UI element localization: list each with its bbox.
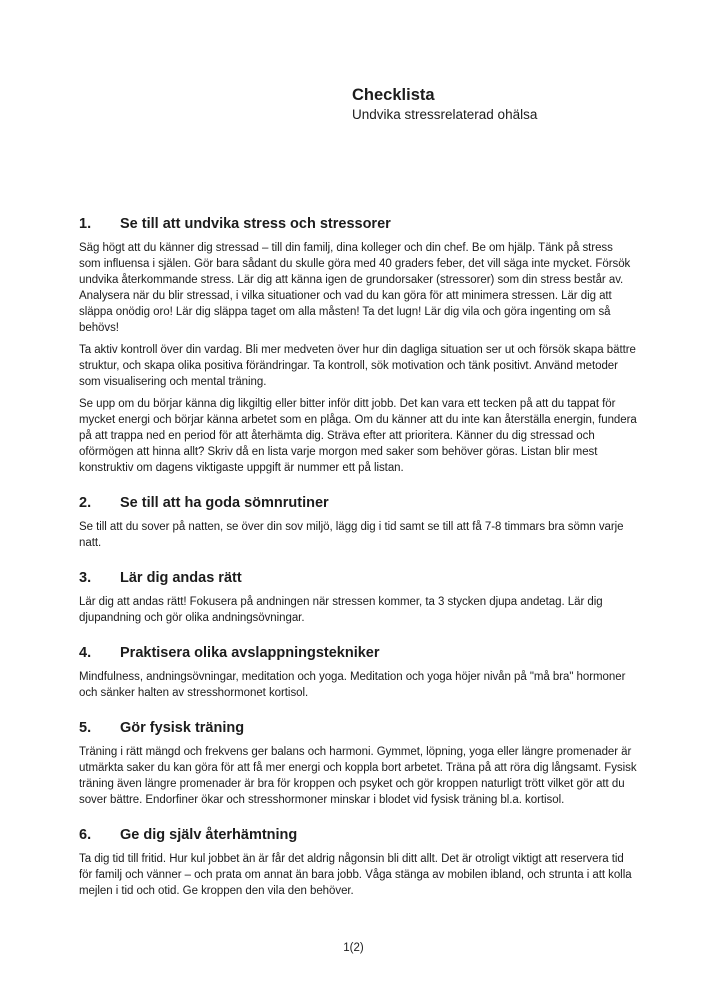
section-heading xyxy=(79,720,637,737)
section-heading xyxy=(79,645,637,662)
section-heading-text: Ge dig själv återhämtning xyxy=(120,827,298,843)
section-number: 2. xyxy=(79,495,92,511)
checklist-section xyxy=(79,720,637,808)
section-heading-text: Se till att ha goda sömnrutiner xyxy=(120,495,329,511)
checklist-section xyxy=(79,570,637,626)
title-block xyxy=(352,85,537,123)
paragraph: Lär dig att andas rätt! Fokusera på andningen när stressen kommer, ta 3 stycken djupa andetag. Lär dig djupandning och gör olika andningsövningar. xyxy=(79,596,603,624)
paragraph: Ta aktiv kontroll över din vardag. Bli mer medveten över hur din dagliga situation ser ut och försök skapa bättre struktur, och skapa olika positiva förändringar. Ta kontroll, sök motivation och tänk positivt. Använd metoder som visualisering och mental träning. xyxy=(79,344,636,388)
page-number: 1(2) xyxy=(343,942,364,954)
section-heading-text: Gör fysisk träning xyxy=(120,720,245,736)
paragraph: Mindfulness, andningsövningar, meditation och yoga. Meditation och yoga höjer nivån på "må bra" hormoner och sänker halten av stresshormonet kortisol. xyxy=(79,671,626,699)
section-heading xyxy=(79,827,637,844)
section-number: 4. xyxy=(79,645,92,661)
checklist-section xyxy=(79,645,637,701)
checklist-section xyxy=(79,216,637,476)
checklist-section xyxy=(79,827,637,899)
section-heading-text: Se till att undvika stress och stressorer xyxy=(120,216,391,232)
section-heading-text: Praktisera olika avslappningstekniker xyxy=(120,645,380,661)
page-subtitle: Undvika stressrelaterad ohälsa xyxy=(352,107,538,122)
section-number: 6. xyxy=(79,827,92,843)
section-paragraphs xyxy=(79,594,637,626)
section-number: 5. xyxy=(79,720,92,736)
paragraph: Ta dig tid till fritid. Hur kul jobbet än är får det aldrig någonsin bli ditt allt. Det är otroligt viktigt att reservera tid för familj och vänner – och prata om annat än bara jobb. Våga stänga av mobilen ibland, och strunta i att kolla mejlen i tid och otid. Ge kroppen den vila den behöver. xyxy=(79,853,632,897)
section-heading xyxy=(79,216,637,233)
section-paragraphs xyxy=(79,519,637,551)
paragraph: Se upp om du börjar känna dig likgiltig eller bitter inför ditt jobb. Det kan vara ett tecken på att du tappat för mycket energi och börjar känna arbetet som en plåga. Om du känner att du inte kan återställa energin, fundera på att trappa ned en period för att återhämta dig. Sträva efter att prioritera. Känner du dig stressad och oförmögen att hinna allt? Skriv då en lista varje morgon med saker som behöver göras. Listan blir mest konstruktiv om dagens viktigaste uppgift är nummer ett på listan. xyxy=(79,398,637,474)
section-heading xyxy=(79,495,637,512)
section-paragraphs xyxy=(79,744,637,808)
paragraph: Säg högt att du känner dig stressad – till din familj, dina kolleger och din chef. Be om hjälp. Tänk på stress som influensa i själen. Gör bara sådant du skulle göra med 40 graders feber, det vill säga inte mycket. Försök undvika återkommande stress. Lär dig att känna igen de grundorsaker (stressorer) som din stress består av. Analysera när du blir stressad, i vilka situationer och vad du kan göra för att minimera stressen. Lär dig att släppa onödig oro! Lär dig släppa taget om alla måsten! Ta det lugn! Lär dig vila och göra ingenting om så behövs! xyxy=(79,242,631,334)
section-number: 3. xyxy=(79,570,92,586)
section-paragraphs xyxy=(79,240,637,476)
sections xyxy=(79,216,637,899)
section-paragraphs xyxy=(79,851,637,899)
page-title: Checklista xyxy=(352,86,435,104)
section-paragraphs xyxy=(79,669,637,701)
section-heading-text: Lär dig andas rätt xyxy=(120,570,242,586)
paragraph: Träning i rätt mängd och frekvens ger balans och harmoni. Gymmet, löpning, yoga eller längre promenader är utmärkta saker du kan göra för att få mer energi och koppla bort arbetet. Träna på att röra dig långsamt. Fysisk träning även längre promenader är bra för kroppen och psyket och gör kroppen naturligt trött vilket gör att du sover bättre. Endorfiner ökar och stresshormoner minskar i blodet vid fysisk träning bl.a. kortisol. xyxy=(79,746,637,806)
section-number: 1. xyxy=(79,216,92,232)
checklist-section xyxy=(79,495,637,551)
section-heading xyxy=(79,570,637,587)
paragraph: Se till att du sover på natten, se över din sov miljö, lägg dig i tid samt se till att få 7-8 timmars bra sömn varje natt. xyxy=(79,521,624,549)
